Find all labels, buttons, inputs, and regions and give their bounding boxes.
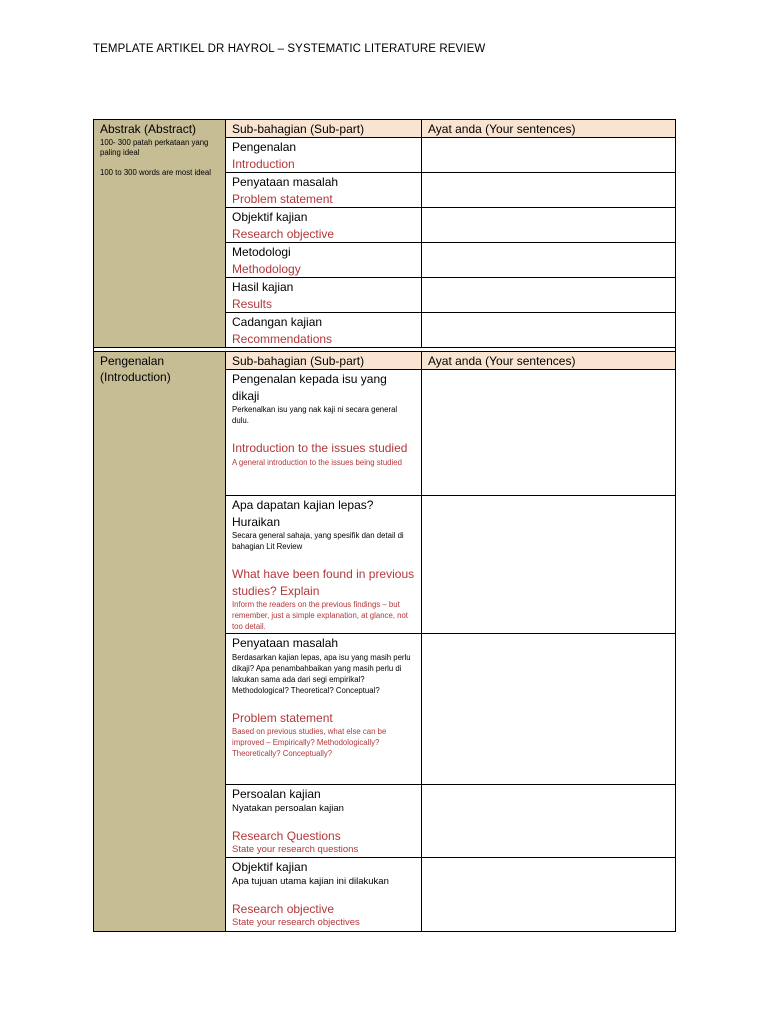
subpart-en: Recommendations: [232, 331, 333, 346]
abstract-col-ayat: Ayat anda (Your sentences): [422, 120, 676, 138]
abstract-heading-cell: [94, 120, 226, 348]
subpart-en: Methodology: [232, 261, 301, 276]
sentence-input-cell[interactable]: [422, 243, 676, 278]
subpart-ms-note: Perkenalkan isu yang nak kaji ni secara general dulu.: [232, 405, 398, 425]
abstract-table: [93, 119, 676, 364]
subpart-ms: Cadangan kajian: [232, 315, 323, 329]
spacer: [232, 426, 415, 440]
spacer: [232, 887, 415, 901]
subpart-en-note: State your research questions: [232, 844, 359, 855]
abstract-note-ms: 100- 300 patah perkataan yang paling ideal: [100, 138, 209, 157]
intro-heading: Pengenalan (Introduction): [100, 354, 171, 384]
intro-heading-cell: [94, 352, 226, 932]
subpart-en: Introduction to the issues studied: [232, 441, 408, 455]
sentence-input-cell[interactable]: [422, 496, 676, 634]
subpart-en-note: State your research objectives: [232, 917, 360, 928]
spacer: [232, 552, 415, 566]
subpart-en: Introduction: [232, 156, 295, 171]
subpart-en: Research Questions: [232, 828, 341, 843]
sentence-input-cell[interactable]: [422, 858, 676, 932]
subpart-ms-note: Berdasarkan kajian lepas, apa isu yang masih perlu dikaji? Apa penambahbaikan yang masih perlu di lakukan sama ada dari segi empirikal? Methodological? Theoretical? Conceptual?: [232, 652, 411, 695]
subpart-en: Problem statement: [232, 191, 333, 206]
subpart-en: Research objective: [232, 901, 335, 916]
subpart-ms: Persoalan kajian: [232, 787, 321, 801]
sentence-input-cell[interactable]: [422, 278, 676, 313]
subpart-ms: Hasil kajian: [232, 280, 294, 294]
subpart-en: Research objective: [232, 226, 335, 241]
spacer: [232, 696, 415, 710]
abstract-col-sub: Sub-bahagian (Sub-part): [226, 120, 422, 138]
abstract-note-en: 100 to 300 words are most ideal: [100, 168, 211, 177]
intro-col-ayat: Ayat anda (Your sentences): [422, 352, 676, 370]
sentence-input-cell[interactable]: [422, 138, 676, 173]
subpart-en-note: Inform the readers on the previous findings – but remember, just a simple explanation, at glance, not too detail.: [232, 600, 408, 631]
subpart-ms-note: Secara general sahaja, yang spesifik dan detail di bahagian Lit Review: [232, 531, 404, 551]
spacer: [232, 814, 415, 828]
abstract-heading: Abstrak (Abstract): [100, 122, 197, 136]
intro-header-row: [94, 352, 676, 370]
sentence-input-cell[interactable]: [422, 208, 676, 243]
subpart-ms-note: Apa tujuan utama kajian ini dilakukan: [232, 875, 389, 887]
subpart-ms: Apa dapatan kajian lepas? Huraikan: [232, 498, 374, 529]
sentence-input-cell[interactable]: [422, 370, 676, 496]
subpart-en: Problem statement: [232, 710, 333, 725]
subpart-ms-note: Nyatakan persoalan kajian: [232, 802, 344, 814]
abstract-header-row: [94, 120, 676, 138]
intro-col-sub: Sub-bahagian (Sub-part): [226, 352, 422, 370]
document-title: TEMPLATE ARTIKEL DR HAYROL – SYSTEMATIC LITERATURE REVIEW: [93, 43, 486, 55]
subpart-ms: Pengenalan kepada isu yang dikaji: [232, 372, 387, 403]
subpart-en: What have been found in previous studies? Explain: [232, 567, 415, 598]
introduction-table: [93, 351, 676, 932]
sentence-input-cell[interactable]: [422, 173, 676, 208]
subpart-ms: Metodologi: [232, 245, 291, 259]
sentence-input-cell[interactable]: [422, 634, 676, 785]
sentence-input-cell[interactable]: [422, 785, 676, 858]
subpart-en-note: Based on previous studies, what else can be improved – Empirically? Methodologically? Theoretically? Conceptually?: [232, 727, 387, 758]
subpart-ms: Pengenalan: [232, 140, 297, 154]
subpart-ms: Objektif kajian: [232, 860, 308, 874]
subpart-ms: Objektif kajian: [232, 210, 308, 224]
subpart-ms: Penyataan masalah: [232, 175, 339, 189]
subpart-en: Results: [232, 296, 273, 311]
subpart-ms: Penyataan masalah: [232, 636, 339, 650]
subpart-en-note: A general introduction to the issues being studied: [232, 457, 402, 467]
sentence-input-cell[interactable]: [422, 313, 676, 348]
